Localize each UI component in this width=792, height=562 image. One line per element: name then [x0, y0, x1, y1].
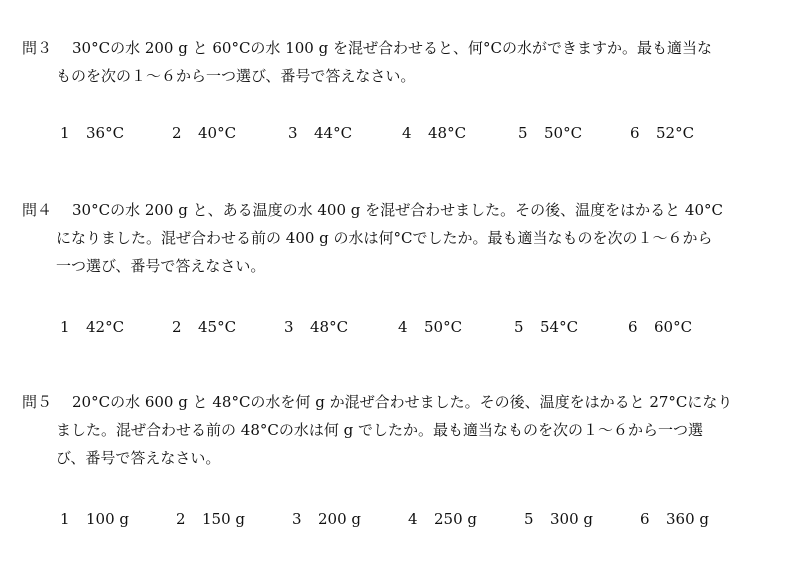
choice-number: 6: [640, 510, 650, 528]
choice-number: 3: [284, 318, 294, 336]
choice-value: 100 g: [86, 510, 130, 528]
question-text-line: 30°Cの水 200 g と 60°Cの水 100 g を混ぜ合わせると、何°Cの水ができますか。最も適当な: [72, 39, 712, 57]
choice-3: [288, 119, 352, 147]
question-text-line: ものを次の１～６から一つ選び、番号で答えなさい。: [56, 67, 416, 85]
question-4: [22, 196, 782, 280]
choice-1: [60, 313, 124, 341]
choice-value: 150 g: [202, 510, 246, 528]
question-number: 問３: [22, 39, 53, 57]
question-text-line: び、番号で答えなさい。: [56, 449, 221, 467]
choice-number: 4: [408, 510, 418, 528]
choice-value: 250 g: [434, 510, 478, 528]
choice-6: [640, 505, 709, 533]
choice-3: [284, 313, 348, 341]
choice-number: 2: [176, 510, 186, 528]
choice-value: 44°C: [314, 124, 353, 142]
choice-number: 1: [60, 318, 70, 336]
choice-number: 1: [60, 510, 70, 528]
question-text-line: になりました。混ぜ合わせる前の 400 g の水は何°Cでしたか。最も適当なものを次の１～６から: [56, 229, 713, 247]
choice-number: 4: [398, 318, 408, 336]
choice-2: [172, 119, 236, 147]
choice-value: 200 g: [318, 510, 362, 528]
choice-value: 60°C: [654, 318, 693, 336]
question-number: 問４: [22, 201, 53, 219]
choice-value: 300 g: [550, 510, 594, 528]
choice-value: 40°C: [198, 124, 237, 142]
choice-value: 48°C: [310, 318, 349, 336]
choice-6: [628, 313, 692, 341]
choice-1: [60, 119, 124, 147]
question-number: 問５: [22, 393, 53, 411]
choice-4: [408, 505, 477, 533]
choice-5: [518, 119, 582, 147]
choice-number: 2: [172, 318, 182, 336]
question-text-line: 30°Cの水 200 g と、ある温度の水 400 g を混ぜ合わせました。その後、温度をはかると 40°C: [72, 201, 723, 219]
choice-value: 54°C: [540, 318, 579, 336]
choice-2: [176, 505, 245, 533]
question-3: [22, 34, 782, 90]
choice-value: 42°C: [86, 318, 125, 336]
choice-number: 6: [628, 318, 638, 336]
choice-number: 1: [60, 124, 70, 142]
choice-4: [398, 313, 462, 341]
choice-value: 45°C: [198, 318, 237, 336]
choice-value: 50°C: [424, 318, 463, 336]
question-text-line: 20°Cの水 600 g と 48°Cの水を何 g か混ぜ合わせました。その後、温度をはかると 27°Cになり: [72, 393, 733, 411]
choice-6: [630, 119, 694, 147]
question-5-first-line: [22, 388, 782, 416]
question-4-first-line: [22, 196, 782, 224]
choice-4: [402, 119, 466, 147]
question-text-line: ました。混ぜ合わせる前の 48°Cの水は何 g でしたか。最も適当なものを次の１～６から一つ選: [56, 421, 703, 439]
choice-1: [60, 505, 129, 533]
choice-value: 36°C: [86, 124, 125, 142]
choice-5: [514, 313, 578, 341]
choice-value: 48°C: [428, 124, 467, 142]
choice-number: 3: [288, 124, 298, 142]
choice-3: [292, 505, 361, 533]
choice-number: 2: [172, 124, 182, 142]
question-3-first-line: [22, 34, 782, 62]
choice-number: 5: [524, 510, 534, 528]
choice-number: 6: [630, 124, 640, 142]
choice-number: 4: [402, 124, 412, 142]
choice-5: [524, 505, 593, 533]
question-5: [22, 388, 782, 472]
choice-value: 360 g: [666, 510, 710, 528]
question-text-line: 一つ選び、番号で答えなさい。: [56, 257, 266, 275]
choice-2: [172, 313, 236, 341]
choice-number: 5: [518, 124, 528, 142]
choice-value: 50°C: [544, 124, 583, 142]
choice-number: 5: [514, 318, 524, 336]
choice-value: 52°C: [656, 124, 695, 142]
choice-number: 3: [292, 510, 302, 528]
